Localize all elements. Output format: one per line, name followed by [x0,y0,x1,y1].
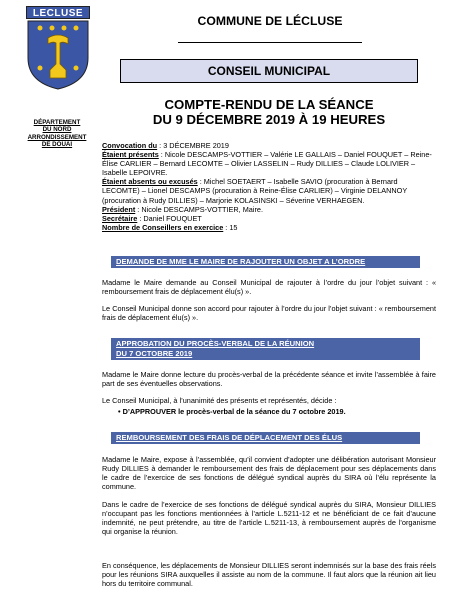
president-line [102,205,436,214]
present-label: Étaient présents [102,150,159,160]
secretary-value: : Daniel FOUQUET [137,213,202,223]
report-title-line-1: COMPTE-RENDU DE LA SÉANCE [164,97,374,112]
convocation-value: : 3 DÉCEMBRE 2019 [157,141,229,150]
section-heading-line-1: APPROBATION DU PROCÈS-VERBAL DE LA RÉUNION [116,339,315,348]
secretary-line [102,214,436,223]
coat-of-arms [26,6,90,90]
decision-bullet: • D’APPROUVER le procès-verbal de la séance du 7 octobre 2019. [118,407,346,416]
crest-banner: LECLUSE [26,6,90,19]
present-value: : Nicole DESCAMPS-VOTTIER – Valérie LE GALLAIS – Daniel FOUQUET – Reine-Élise CARLIER – Bernard LECOMTE – Olivier LASSELIN – Rudy DILLIES – Claude LOLIVIER – Isabelle LEPOIVRE. [102,150,432,178]
present-line [102,150,436,177]
council-title-box: CONSEIL MUNICIPAL [120,59,418,83]
paragraph: En conséquence, les déplacements de Monsieur DILLIES seront indemnisés sur la base des frais réels pour les réunions SIRA auxquelles il assiste au nom de la commune. Il faut alors que la réunion ait lieu hors du territoire communal. [102,561,436,589]
title-rule [178,42,362,43]
president-label: Président [102,204,136,214]
convocation-line [102,141,436,150]
gold-dot [74,66,79,71]
paragraph: Le Conseil Municipal donne son accord pour rajouter à l’ordre du jour l’objet suivant : « remboursement frais de déplacement élu(s) ». [102,304,436,323]
paragraph: Madame le Maire, expose à l’assemblée, qu’il convient d’adopter une délibération autorisant Monsieur Rudy DILLIES à demander le remboursement des frais de déplacement pour ses déplacements dans le cadre de l’exercice de ses fonctions de délégué syndical auprès du SIRA où l’élu représente la commune. [102,455,436,492]
convocation-label: Convocation du [102,141,158,150]
secretary-label: Secrétaire [102,213,138,223]
meeting-info [102,141,436,232]
section-heading-line-2: DU 7 OCTOBRE 2019 [116,349,193,358]
section-heading-add-item: DEMANDE DE MME LE MAIRE DE RAJOUTER UN OBJET A L’ORDRE [111,256,420,268]
absent-value: : Michel SOETAERT – Isabelle SAVIO (procuration à Bernard LECOMTE) – Lionel DESCAMPS (procuration à Reine-Élise CARLIER) – Virginie DELANNOY (procuration à Rudy DILLIES) – Marjorie KOLASINSKI – Séverine VERHAEGEN. [102,177,408,205]
gold-dot [74,26,79,31]
paragraph: Dans le cadre de l’exercice de ses fonctions de délégué syndical auprès du SIRA, Monsieur DILLIES n’occupant pas les fonctions mentionnées à l’article L.5211-12 et ne bénéficiant de ce fait d’aucune indemnité, ne peut prétendre, au titre de l’article L.5211-13, à remboursement auprès de l’organisme qui organise la réunion. [102,500,436,537]
councillor-count-label: Nombre de Conseillers en exercice [102,222,224,232]
councillor-count-value: : 15 [223,222,238,232]
department-line-1: DÉPARTEMENT [33,119,81,126]
report-title [102,97,436,127]
paragraph: Madame le Maire donne lecture du procès-verbal de la précédente séance et invite l’assemblée à faire part de ses éventuelles observations. [102,370,436,389]
section-heading-travel-expenses: REMBOURSEMENT DES FRAIS DE DÉPLACEMENT DES ÉLUS [111,432,420,444]
arrondissement-line-1: ARRONDISSEMENT [27,133,87,141]
gold-dot [38,26,43,31]
paragraph: Le Conseil Municipal, à l’unanimité des présents et représentés, décide : [102,396,337,405]
gold-dot [38,66,43,71]
absent-line [102,177,436,204]
paragraph: Madame le Maire demande au Conseil Municipal de rajouter à l’ordre du jour l’objet suivant : « remboursement frais de déplacement élu(s) ». [102,278,436,297]
gold-dot [50,26,55,31]
gold-dot [62,26,67,31]
report-title-line-2: DU 9 DÉCEMBRE 2019 À 19 HEURES [152,112,386,127]
section-heading-minutes-approval [111,338,420,360]
shield-icon [26,20,90,90]
department-line-2: DU NORD [42,126,72,134]
commune-title: COMMUNE DE LÉCLUSE [197,14,343,28]
absent-label: Étaient absents ou excusés [102,177,198,187]
department-block [20,119,94,149]
councillor-count-line [102,223,436,232]
arrondissement-line-2: DE DOUAI [41,141,73,149]
president-value: : Nicole DESCAMPS-VOTTIER, Maire. [135,204,263,214]
